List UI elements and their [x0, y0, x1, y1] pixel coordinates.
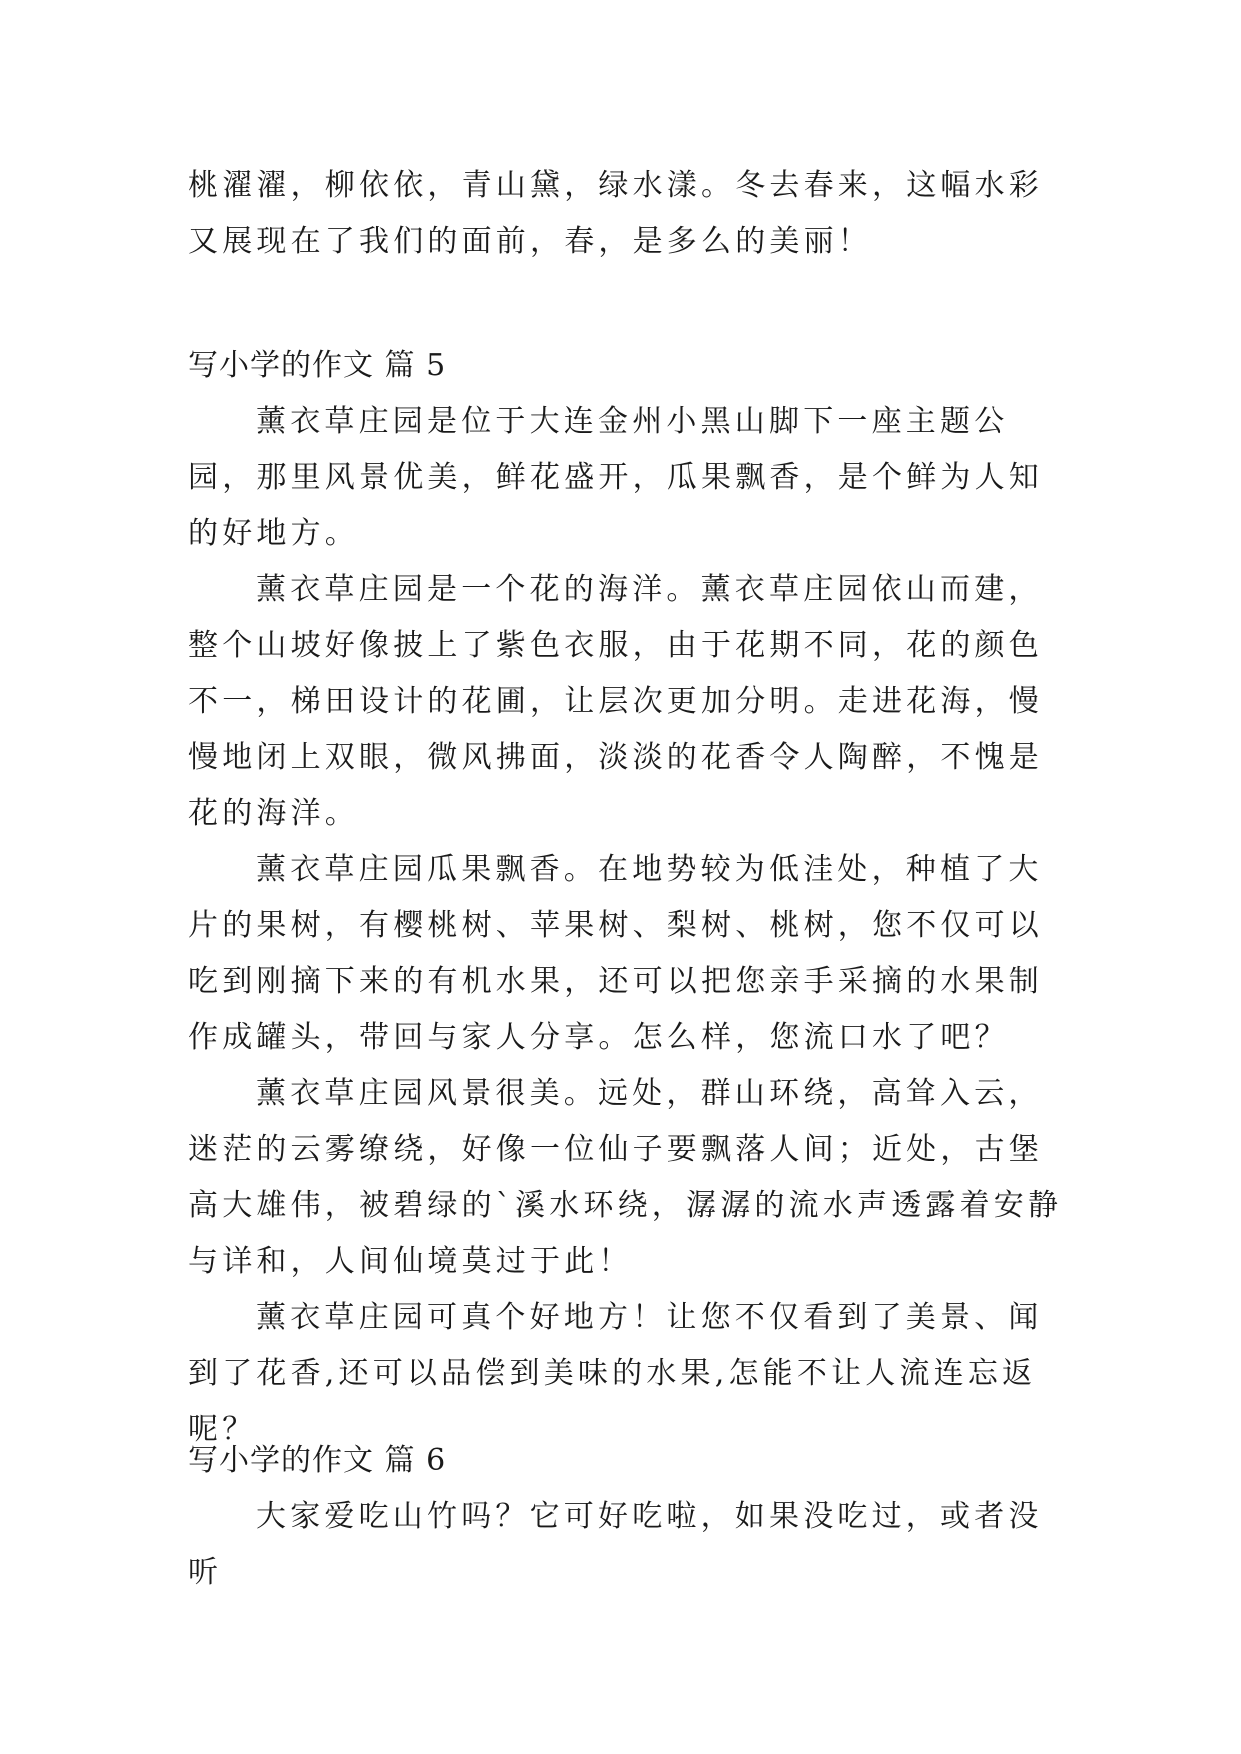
- essay-section-5: [188, 338, 1068, 1458]
- paragraph: 薰衣草庄园是一个花的海洋。薰衣草庄园依山而建，整个山坡好像披上了紫色衣服，由于花期不同，花的颜色不一，梯田设计的花圃，让层次更加分明。走进花海，慢慢地闭上双眼，微风拂面，淡淡的花香令人陶醉，不愧是花的海洋。: [188, 572, 1043, 831]
- paragraph: 薰衣草庄园是位于大连金州小黑山脚下一座主题公园，那里风景优美，鲜花盛开，瓜果飘香，是个鲜为人知的好地方。: [188, 404, 1043, 551]
- paragraph: 薰衣草庄园风景很美。远处，群山环绕，高耸入云，迷茫的云雾缭绕，好像一位仙子要飘落人间；近处，古堡高大雄伟，被碧绿的`溪水环绕，潺潺的流水声透露着安静与详和，人间仙境莫过于此！: [188, 1076, 1063, 1279]
- previous-essay-ending: [188, 158, 1068, 270]
- paragraph: 大家爱吃山竹吗？它可好吃啦，如果没吃过，或者没听: [188, 1499, 1043, 1590]
- section-heading: 写小学的作文 篇 6: [188, 1443, 447, 1478]
- paragraph: 薰衣草庄园可真个好地方！让您不仅看到了美景、闻到了花香,还可以品偿到美味的水果,怎能不让人流连忘返呢？: [188, 1300, 1043, 1447]
- essay-section-6: [188, 1433, 1068, 1601]
- paragraph: 薰衣草庄园瓜果飘香。在地势较为低洼处，种植了大片的果树，有樱桃树、苹果树、梨树、桃树，您不仅可以吃到刚摘下来的有机水果，还可以把您亲手采摘的水果制作成罐头，带回与家人分享。怎么样，您流口水了吧？: [188, 852, 1043, 1055]
- section-heading: 写小学的作文 篇 5: [188, 348, 447, 383]
- continuation-paragraph: 桃濯濯，柳依依，青山黛，绿水漾。冬去春来，这幅水彩又展现在了我们的面前，春，是多么的美丽！: [188, 168, 1043, 259]
